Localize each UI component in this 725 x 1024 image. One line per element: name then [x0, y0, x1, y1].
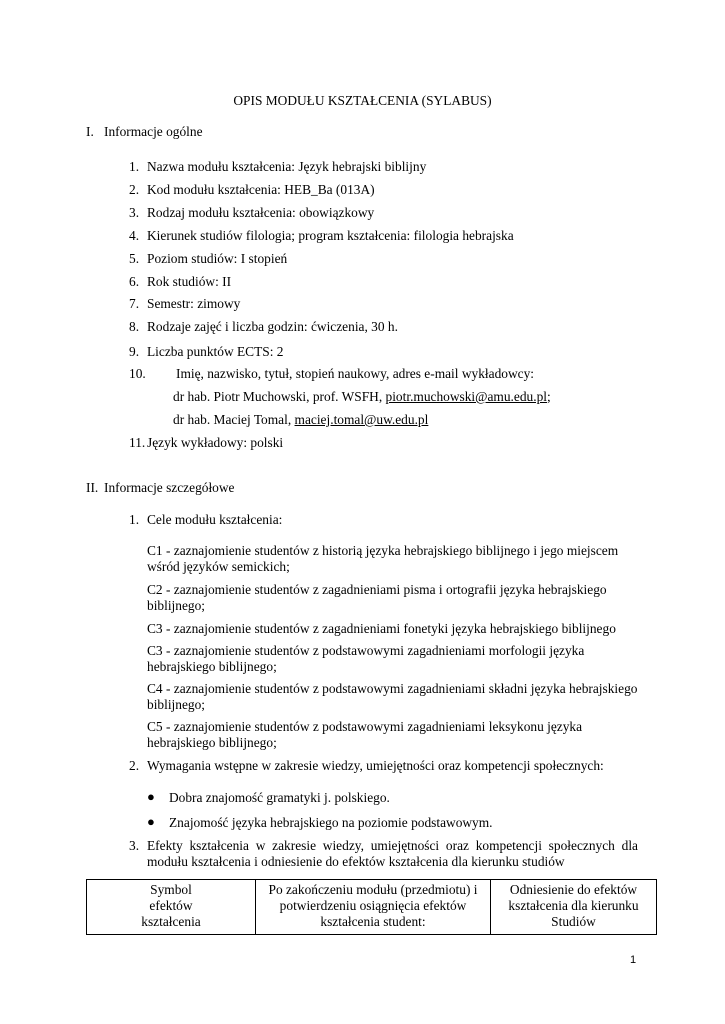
list-item: Kod modułu kształcenia: HEB_Ba (013A): [147, 182, 375, 197]
lecturer-2: [173, 412, 428, 428]
table-header-row: [87, 880, 657, 935]
section2-number: II.: [86, 480, 99, 495]
header-line: Odniesienie do efektów: [509, 882, 638, 897]
goal-line: C3 - zaznajomienie studentów z podstawowymi zagadnieniami morfologii języka: [147, 643, 585, 658]
list-item-number: 4.: [129, 228, 140, 243]
lecturer-2-email-link[interactable]: maciej.tomal@uw.edu.pl: [294, 412, 429, 427]
list-item-number: 7.: [129, 296, 140, 311]
goal-line: C1 - zaznajomienie studentów z historią języka hebrajskiego biblijnego i jego miejscem: [147, 543, 619, 558]
page-title: OPIS MODUŁU KSZTAŁCENIA (SYLABUS): [233, 93, 492, 108]
list-item-number: 1.: [129, 159, 140, 174]
header-line: Studiów: [551, 914, 596, 929]
outcomes-table: [86, 879, 657, 935]
lecturer-1: [173, 389, 551, 405]
list-item: Znajomość języka hebrajskiego na poziomie podstawowym.: [169, 815, 493, 830]
list-item-number: 9.: [129, 344, 140, 359]
table-header-reference: [491, 880, 657, 935]
header-line: kształcenia dla kierunku: [508, 898, 639, 913]
table-header-outcome: [256, 880, 491, 935]
header-line: potwierdzeniu osiągnięcia efektów: [279, 898, 467, 913]
list-item-number: 8.: [129, 319, 140, 334]
lecturer-1-name: dr hab. Piotr Muchowski, prof. WSFH,: [173, 389, 386, 404]
outcomes-heading-line1: Efekty kształcenia w zakresie wiedzy, umiejętności oraz kompetencji społecznych dla: [147, 838, 638, 853]
list-item-number: 11.: [129, 435, 146, 450]
list-item: Poziom studiów: I stopień: [147, 251, 288, 266]
list-item: Rodzaje zajęć i liczba godzin: ćwiczenia, 30 h.: [147, 319, 398, 334]
goal-line: hebrajskiego biblijnego;: [147, 735, 277, 750]
list-item: Dobra znajomość gramatyki j. polskiego.: [169, 790, 390, 805]
list-item: Rok studiów: II: [147, 274, 232, 289]
header-line: efektów: [149, 898, 193, 913]
section1-number: I.: [86, 124, 94, 139]
requirements-heading: Wymagania wstępne w zakresie wiedzy, umiejętności oraz kompetencji społecznych:: [147, 758, 604, 773]
header-line: kształcenia student:: [320, 914, 426, 929]
list-item-number: 3.: [129, 205, 140, 220]
goals-heading: Cele modułu kształcenia:: [147, 512, 283, 527]
list-item-number: 1.: [129, 512, 140, 527]
table-header-symbol: [87, 880, 256, 935]
list-item-number: 3.: [129, 838, 140, 853]
section1-heading: Informacje ogólne: [104, 124, 203, 139]
outcomes-heading-line2: modułu kształcenia i odniesienie do efektów kształcenia dla kierunku studiów: [147, 854, 565, 869]
goal-line: C3 - zaznajomienie studentów z zagadnieniami fonetyki języka hebrajskiego biblijnego: [147, 621, 616, 636]
goal-line: wśród języków semickich;: [147, 559, 290, 574]
header-line: kształcenia: [141, 914, 201, 929]
section2-heading: Informacje szczegółowe: [104, 480, 235, 495]
header-line: Symbol: [150, 882, 192, 897]
list-item: Semestr: zimowy: [147, 296, 241, 311]
lecturer-2-name: dr hab. Maciej Tomal,: [173, 412, 295, 427]
list-item-number: 2.: [129, 758, 140, 773]
goal-line: biblijnego;: [147, 598, 206, 613]
list-item: Imię, nazwisko, tytuł, stopień naukowy, adres e-mail wykładowcy:: [176, 366, 534, 381]
list-item-number: 10.: [129, 366, 146, 381]
header-line: Po zakończeniu modułu (przedmiotu) i: [268, 882, 478, 897]
list-item: Rodzaj modułu kształcenia: obowiązkowy: [147, 205, 375, 220]
goal-line: C5 - zaznajomienie studentów z podstawowymi zagadnieniami leksykonu języka: [147, 719, 583, 734]
page-number: 1: [630, 954, 637, 966]
list-item: Nazwa modułu kształcenia: Język hebrajski biblijny: [147, 159, 427, 174]
list-item-number: 2.: [129, 182, 140, 197]
bullet-icon: ●: [147, 789, 155, 804]
list-item-number: 6.: [129, 274, 140, 289]
goal-line: biblijnego;: [147, 697, 206, 712]
list-item: Kierunek studiów filologia; program kształcenia: filologia hebrajska: [147, 228, 514, 243]
list-item: Język wykładowy: polski: [147, 435, 284, 450]
list-item-number: 5.: [129, 251, 140, 266]
lecturer-1-suffix: ;: [547, 389, 551, 404]
goal-line: hebrajskiego biblijnego;: [147, 659, 277, 674]
goal-line: C2 - zaznajomienie studentów z zagadnieniami pisma i ortografii języka hebrajskiego: [147, 582, 607, 597]
lecturer-1-email-link[interactable]: piotr.muchowski@amu.edu.pl: [385, 389, 547, 404]
list-item: Liczba punktów ECTS: 2: [147, 344, 284, 359]
bullet-icon: ●: [147, 814, 155, 829]
goal-line: C4 - zaznajomienie studentów z podstawowymi zagadnieniami składni języka hebrajskiego: [147, 681, 638, 696]
